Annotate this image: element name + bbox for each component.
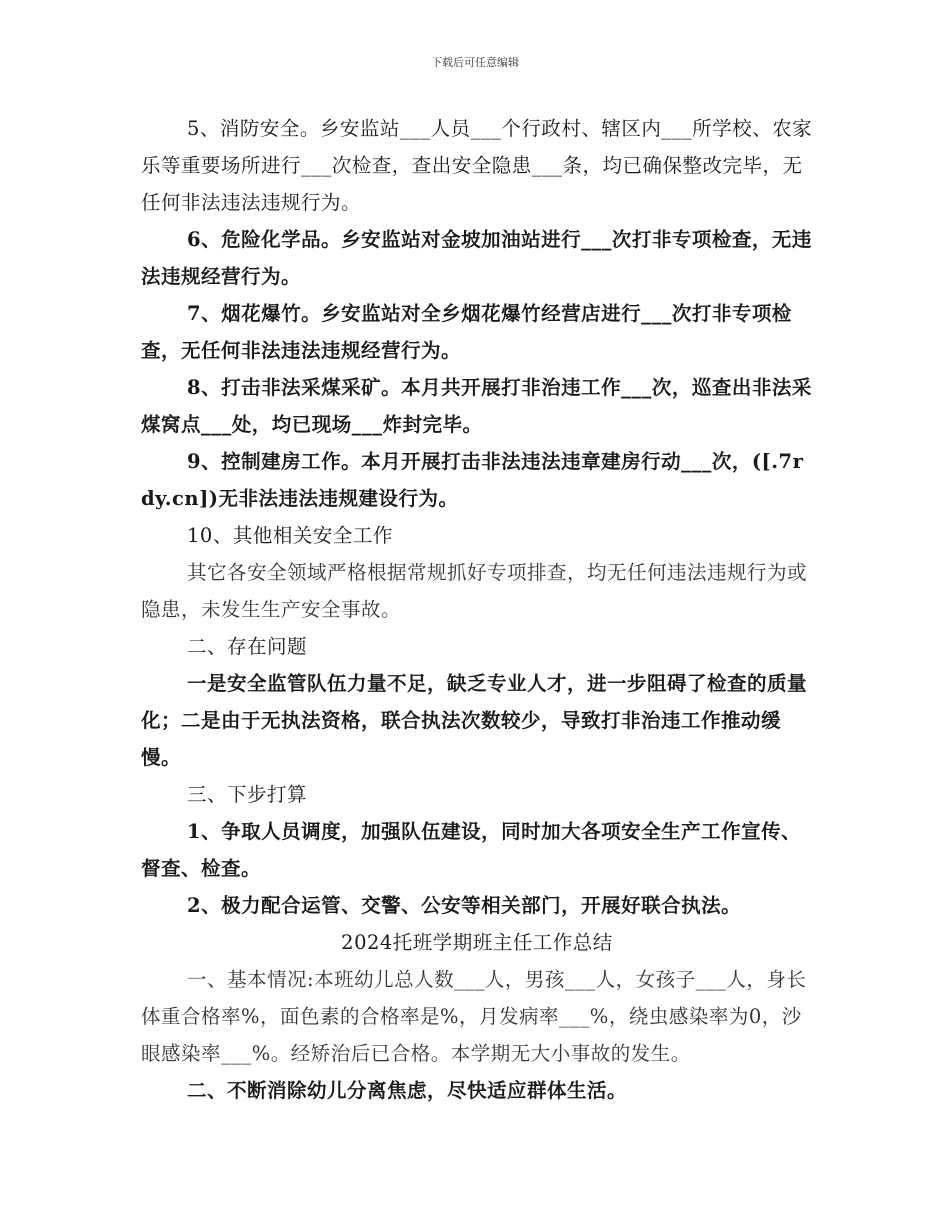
paragraph-hazardous-chemicals: 6、危险化学品。乡安监站对金坡加油站进行___次打非专项检查，无违法违规经营行为。 — [141, 228, 812, 288]
heading-existing-problems: 二、存在问题 — [187, 635, 308, 658]
document-body — [141, 110, 813, 1109]
section-title: 2024托班学期班主任工作总结 — [341, 931, 613, 954]
paragraph-problems: 一是安全监管队伍力量不足，缺乏专业人才，进一步阻碍了检查的质量化；二是由于无执法资格，联合执法次数较少，导致打非治违工作推动缓慢。 — [141, 672, 808, 769]
paragraph-separation-anxiety: 二、不断消除幼儿分离焦虑，尽快适应群体生活。 — [187, 1079, 628, 1102]
paragraph-plan-2: 2、极力配合运管、交警、公安等相关部门，开展好联合执法。 — [187, 894, 742, 917]
paragraph-fire-safety: 5、消防安全。乡安监站___人员___个行政村、辖区内___所学校、农家乐等重要场所进行___次检查，查出安全隐患___条，均已确保整改完毕，无任何非法违法违规行为。 — [141, 117, 813, 214]
heading-other-safety-work: 10、其他相关安全工作 — [187, 524, 393, 547]
paragraph-fireworks: 7、烟花爆竹。乡安监站对全乡烟花爆竹经营店进行___次打非专项检查，无任何非法违法违规经营行为。 — [141, 302, 792, 362]
paragraph-basic-info: 一、基本情况:本班幼儿总人数___人，男孩___人，女孩子___人，身长体重合格率%，面色素的合格率是%，月发病率___%，绕虫感染率为0，沙眼感染率___%。经矫治后已合格。本学期无大小事故的发生。 — [141, 968, 807, 1065]
paragraph-other-safety: 其它各安全领域严格根据常规抓好专项排查，均无任何违法违规行为或隐患，未发生生产安全事故。 — [141, 561, 808, 621]
paragraph-illegal-mining: 8、打击非法采煤采矿。本月共开展打非治违工作___次，巡查出非法采煤窝点___处，均已现场___炸封完毕。 — [141, 376, 812, 436]
heading-next-plans: 三、下步打算 — [187, 783, 308, 806]
paragraph-plan-1: 1、争取人员调度，加强队伍建设，同时加大各项安全生产工作宣传、督查、检查。 — [141, 820, 802, 880]
page-header: 下载后可任意编辑 — [431, 56, 519, 69]
paragraph-construction-control: 9、控制建房工作。本月开展打击非法违法违章建房行动___次，([.7rdy.cn])无非法违法违规建设行为。 — [141, 450, 804, 510]
